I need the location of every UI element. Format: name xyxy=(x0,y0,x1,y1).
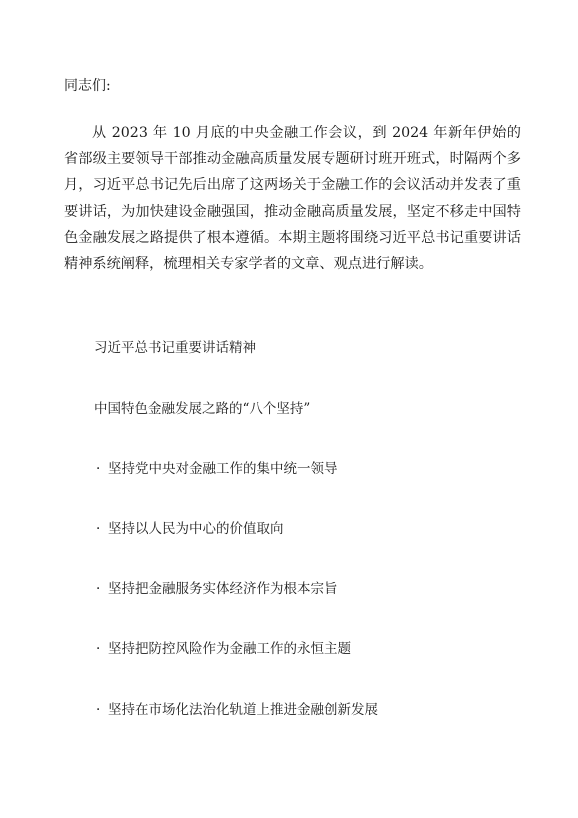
bullet-text: 坚持以人民为中心的价值取向 xyxy=(108,521,284,537)
bullet-text: 坚持党中央对金融工作的集中统一领导 xyxy=(108,461,338,477)
bullet-marker: · xyxy=(96,581,101,597)
bullet-item xyxy=(96,459,338,479)
bullet-text: 坚持把防控风险作为金融工作的永恒主题 xyxy=(108,641,351,657)
bullet-item xyxy=(96,700,378,720)
bullet-text: 坚持把金融服务实体经济作为根本宗旨 xyxy=(108,581,338,597)
bullet-marker: · xyxy=(96,702,101,718)
bullet-marker: · xyxy=(96,641,101,657)
section-heading: 习近平总书记重要讲话精神 xyxy=(94,340,256,356)
subsection-heading: 中国特色金融发展之路的“八个坚持” xyxy=(94,401,311,417)
intro-paragraph: 从 2023 年 10 月底的中央金融工作会议，到 2024 年新年伊始的省部级主要领导干部推动金融高质量发展专题研讨班开班式，时隔两个多月，习近平总书记先后出席了这两场关于金融工作的会议活动并发表了重要讲话，为加快建设金融强国，推动金融高质量发展，坚定不移走中国特色金融发展之路提供了根本遵循。本期主题将围绕习近平总书记重要讲话精神系统阐释，梳理相关专家学者的文章、观点进行解读。 xyxy=(64,125,521,273)
bullet-marker: · xyxy=(96,461,101,477)
bullet-text: 坚持在市场化法治化轨道上推进金融创新发展 xyxy=(108,702,378,718)
greeting: 同志们: xyxy=(64,78,111,94)
bullet-item xyxy=(96,579,338,599)
bullet-item xyxy=(96,519,284,539)
bullet-marker: · xyxy=(96,521,101,537)
bullet-item xyxy=(96,639,351,659)
